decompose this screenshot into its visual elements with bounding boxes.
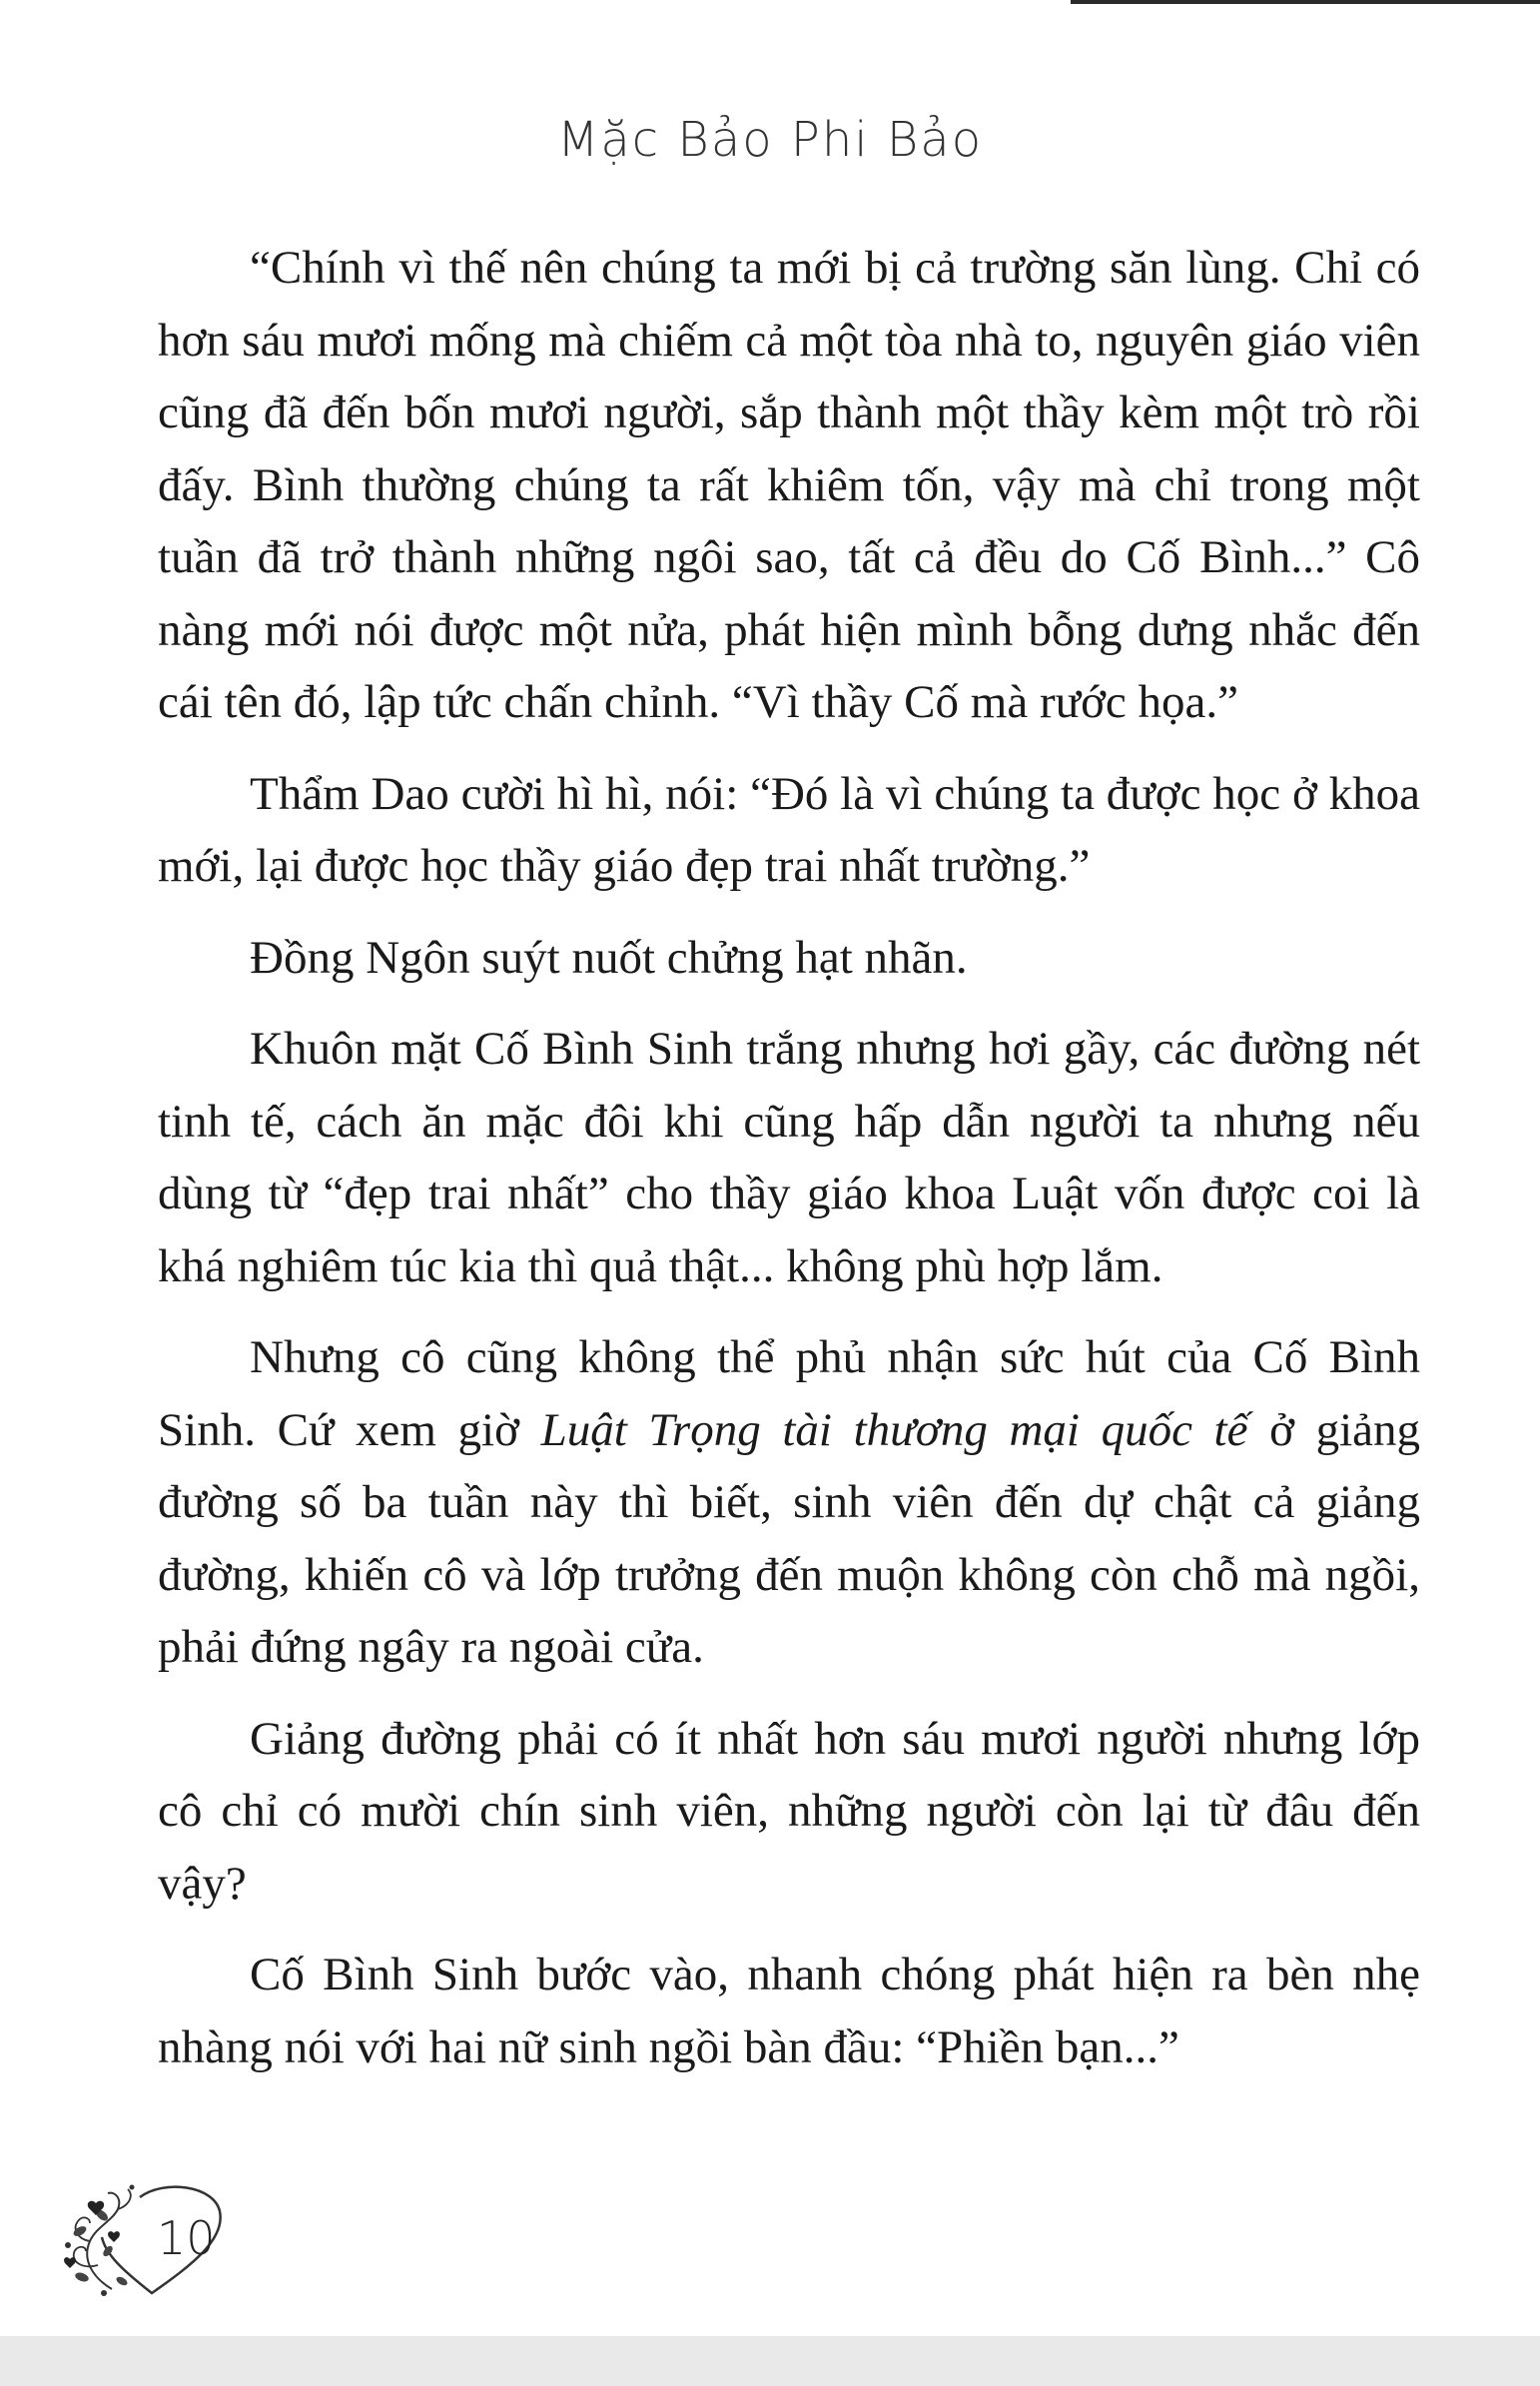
running-title: Mặc Bảo Phi Bảo — [556, 112, 984, 168]
paragraph — [158, 1013, 1420, 1302]
paragraph — [158, 1703, 1420, 1921]
page-number: 10 — [157, 2211, 216, 2265]
book-title-italic: Luật Trọng tài thương mại quốc tế — [540, 1403, 1248, 1456]
paragraph — [158, 1321, 1420, 1684]
page-footer — [52, 2181, 252, 2301]
top-rule — [1071, 0, 1540, 4]
scan-edge-band — [0, 2336, 1540, 2386]
paragraph — [158, 1939, 1420, 2083]
paragraph-text: Đồng Ngôn suýt nuốt chửng hạt nhãn. — [250, 931, 968, 984]
heart-vine-ornament-icon — [52, 2181, 252, 2301]
paragraph-text: Nhưng cô cũng không thể phủ nhận sức hút của Cố Bình Sinh. Cứ xem giờ — [158, 1331, 1420, 1456]
body-text — [158, 232, 1420, 2102]
paragraph — [158, 758, 1420, 903]
paragraph-text: Thẩm Dao cười hì hì, nói: “Đó là vì chúng ta được học ở khoa mới, lại được học thầy giáo đẹp trai nhất trường.” — [158, 767, 1420, 892]
paragraph-text: ở giảng đường số ba tuần này thì biết, sinh viên đến dự chật cả giảng đường, khiến cô và lớp trưởng đến muộn không còn chỗ mà ngồi, phải đứng ngây ra ngoài cửa. — [158, 1403, 1420, 1673]
paragraph-text: Khuôn mặt Cố Bình Sinh trắng nhưng hơi gầy, các đường nét tinh tế, cách ăn mặc đôi khi cũng hấp dẫn người ta nhưng nếu dùng từ “đẹp trai nhất” cho thầy giáo khoa Luật vốn được coi là khá nghiêm túc kia thì quả thật... không phù hợp lắm. — [158, 1023, 1420, 1292]
paragraph-text: Giảng đường phải có ít nhất hơn sáu mươi người nhưng lớp cô chỉ có mười chín sinh viên, những người còn lại từ đâu đến vậy? — [158, 1712, 1420, 1910]
paragraph — [158, 922, 1420, 995]
paragraph-text: Cố Bình Sinh bước vào, nhanh chóng phát hiện ra bèn nhẹ nhàng nói với hai nữ sinh ngồi bàn đầu: “Phiền bạn...” — [158, 1949, 1420, 2073]
paragraph-text: “Chính vì thế nên chúng ta mới bị cả trường săn lùng. Chỉ có hơn sáu mươi mống mà chiếm cả một tòa nhà to, nguyên giáo viên cũng đã đến bốn mươi người, sắp thành một thầy kèm một trò rồi đấy. Bình thường chúng ta rất khiêm tốn, vậy mà chỉ trong một tuần đã trở thành những ngôi sao, tất cả đều do Cố Bình...” Cô nàng mới nói được một nửa, phát hiện mình bỗng dưng nhắc đến cái tên đó, lập tức chấn chỉnh. “Vì thầy Cố mà rước họa.” — [158, 242, 1420, 728]
paragraph — [158, 232, 1420, 739]
